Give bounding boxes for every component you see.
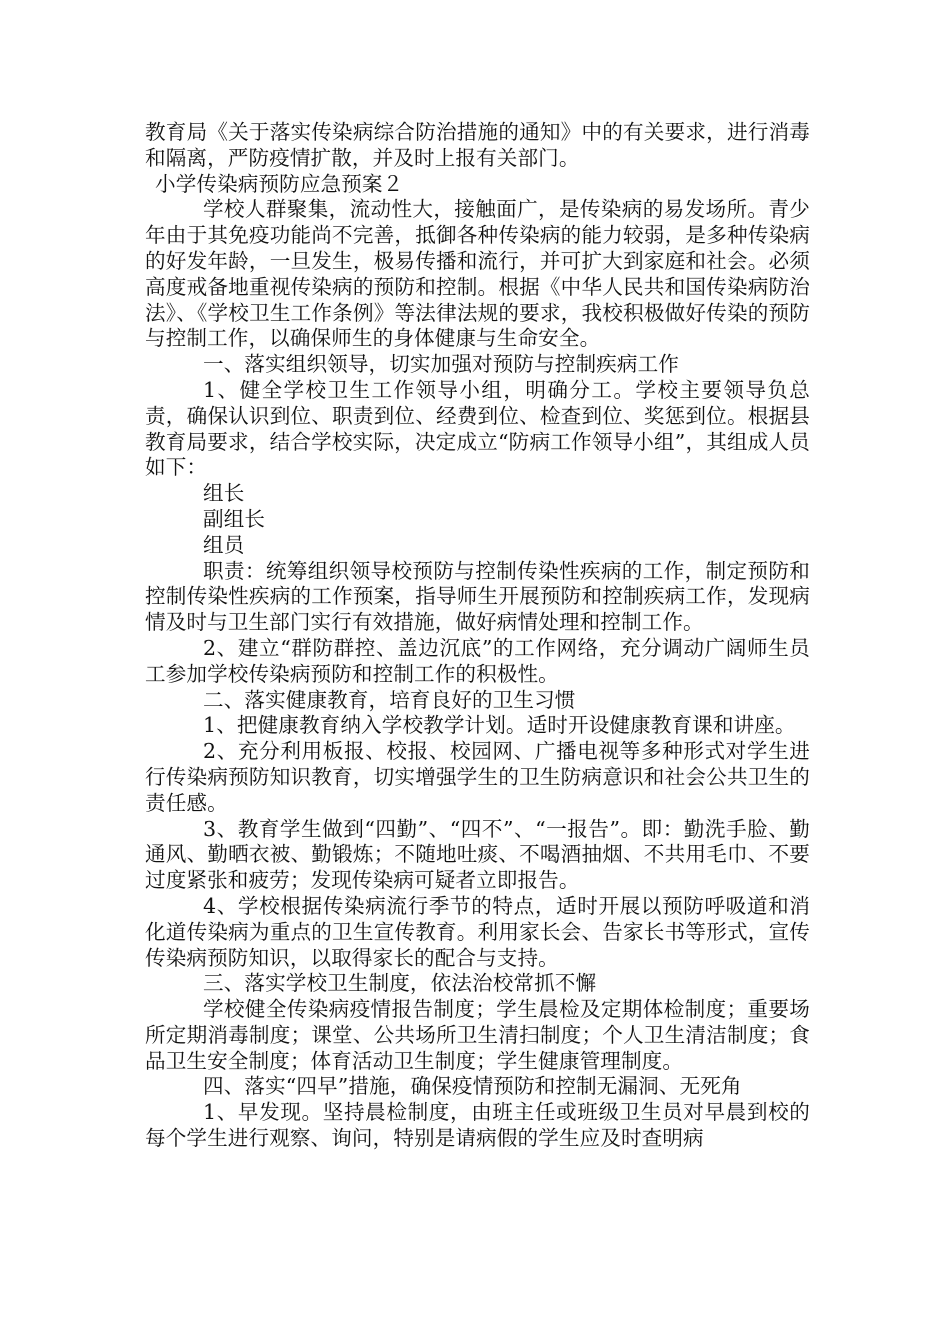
section-subtitle: 小学传染病预防应急预案２ [155,171,404,196]
body-paragraph: 3、教育学生做到“四勤”、“四不”、“一报告”。即：勤洗手脸、勤通风、勤晒衣被、勤锻炼；不随地吐痰、不喝酒抽烟、不共用毛巾、不要过度紧张和疲劳；发现传染病可疑者立即报告。 [145,816,810,893]
body-paragraph: 1、早发现。坚持晨检制度，由班主任或班级卫生员对早晨到校的每个学生进行观察、询问，特别是请病假的学生应及时查明病 [145,1100,810,1151]
body-paragraph: 学校健全传染病疫情报告制度；学生晨检及定期体检制度；重要场所定期消毒制度；课堂、公共场所卫生清扫制度；个人卫生清洁制度；食品卫生安全制度；体育活动卫生制度；学生健康管理制度。 [145,997,810,1073]
body-paragraph: 1、健全学校卫生工作领导小组，明确分工。学校主要领导负总责，确保认识到位、职责到位、经费到位、检查到位、奖惩到位。根据县教育局要求，结合学校实际，决定成立“防病工作领导小组”，其组成人员如下： [145,377,810,480]
section-heading: 四、落实“四早”措施，确保疫情预防和控制无漏洞、无死角 [203,1074,742,1099]
role-label-member: 组员 [203,532,245,557]
section-heading: 二、落实健康教育，培育良好的卫生习惯 [203,687,576,712]
body-paragraph: 2、充分利用板报、校报、校园网、广播电视等多种形式对学生进行传染病预防知识教育，切实增强学生的卫生防病意识和社会公共卫生的责任感。 [145,739,810,815]
body-paragraph: 教育局《关于落实传染病综合防治措施的通知》中的有关要求，进行消毒和隔离，严防疫情扩散，并及时上报有关部门。 [145,120,810,170]
body-paragraph: 1、把健康教育纳入学校教学计划。适时开设健康教育课和讲座。 [203,713,796,738]
role-label-deputy-leader: 副组长 [203,506,266,531]
section-heading: 一、落实组织领导，切实加强对预防与控制疾病工作 [203,352,679,377]
document-body [145,120,810,1152]
section-heading: 三、落实学校卫生制度，依法治校常抓不懈 [203,971,597,996]
role-label-leader: 组长 [203,481,245,506]
body-paragraph: 2、建立“群防群控、盖边沉底”的工作网络，充分调动广阔师生员工参加学校传染病预防和控制工作的积极性。 [145,635,810,686]
body-paragraph: 学校人群聚集，流动性大，接触面广，是传染病的易发场所。青少年由于其免疫功能尚不完善，抵御各种传染病的能力较弱，是多种传染病的好发年龄，一旦发生，极易传播和流行，并可扩大到家庭和社会。必须高度戒备地重视传染病的预防和控制。根据《中华人民共和国传染病防治法》、《学校卫生工作条例》等法律法规的要求，我校积极做好传染的预防与控制工作，以确保师生的身体健康与生命安全。 [145,197,810,351]
body-paragraph: 4、学校根据传染病流行季节的特点，适时开展以预防呼吸道和消化道传染病为重点的卫生宣传教育。利用家长会、告家长书等形式，宣传传染病预防知识，以取得家长的配合与支持。 [145,893,810,970]
body-paragraph: 职责：统筹组织领导校预防与控制传染性疾病的工作，制定预防和控制传染性疾病的工作预案，指导师生开展预防和控制疾病工作，发现病情及时与卫生部门实行有效措施，做好病情处理和控制工作。 [145,558,810,635]
